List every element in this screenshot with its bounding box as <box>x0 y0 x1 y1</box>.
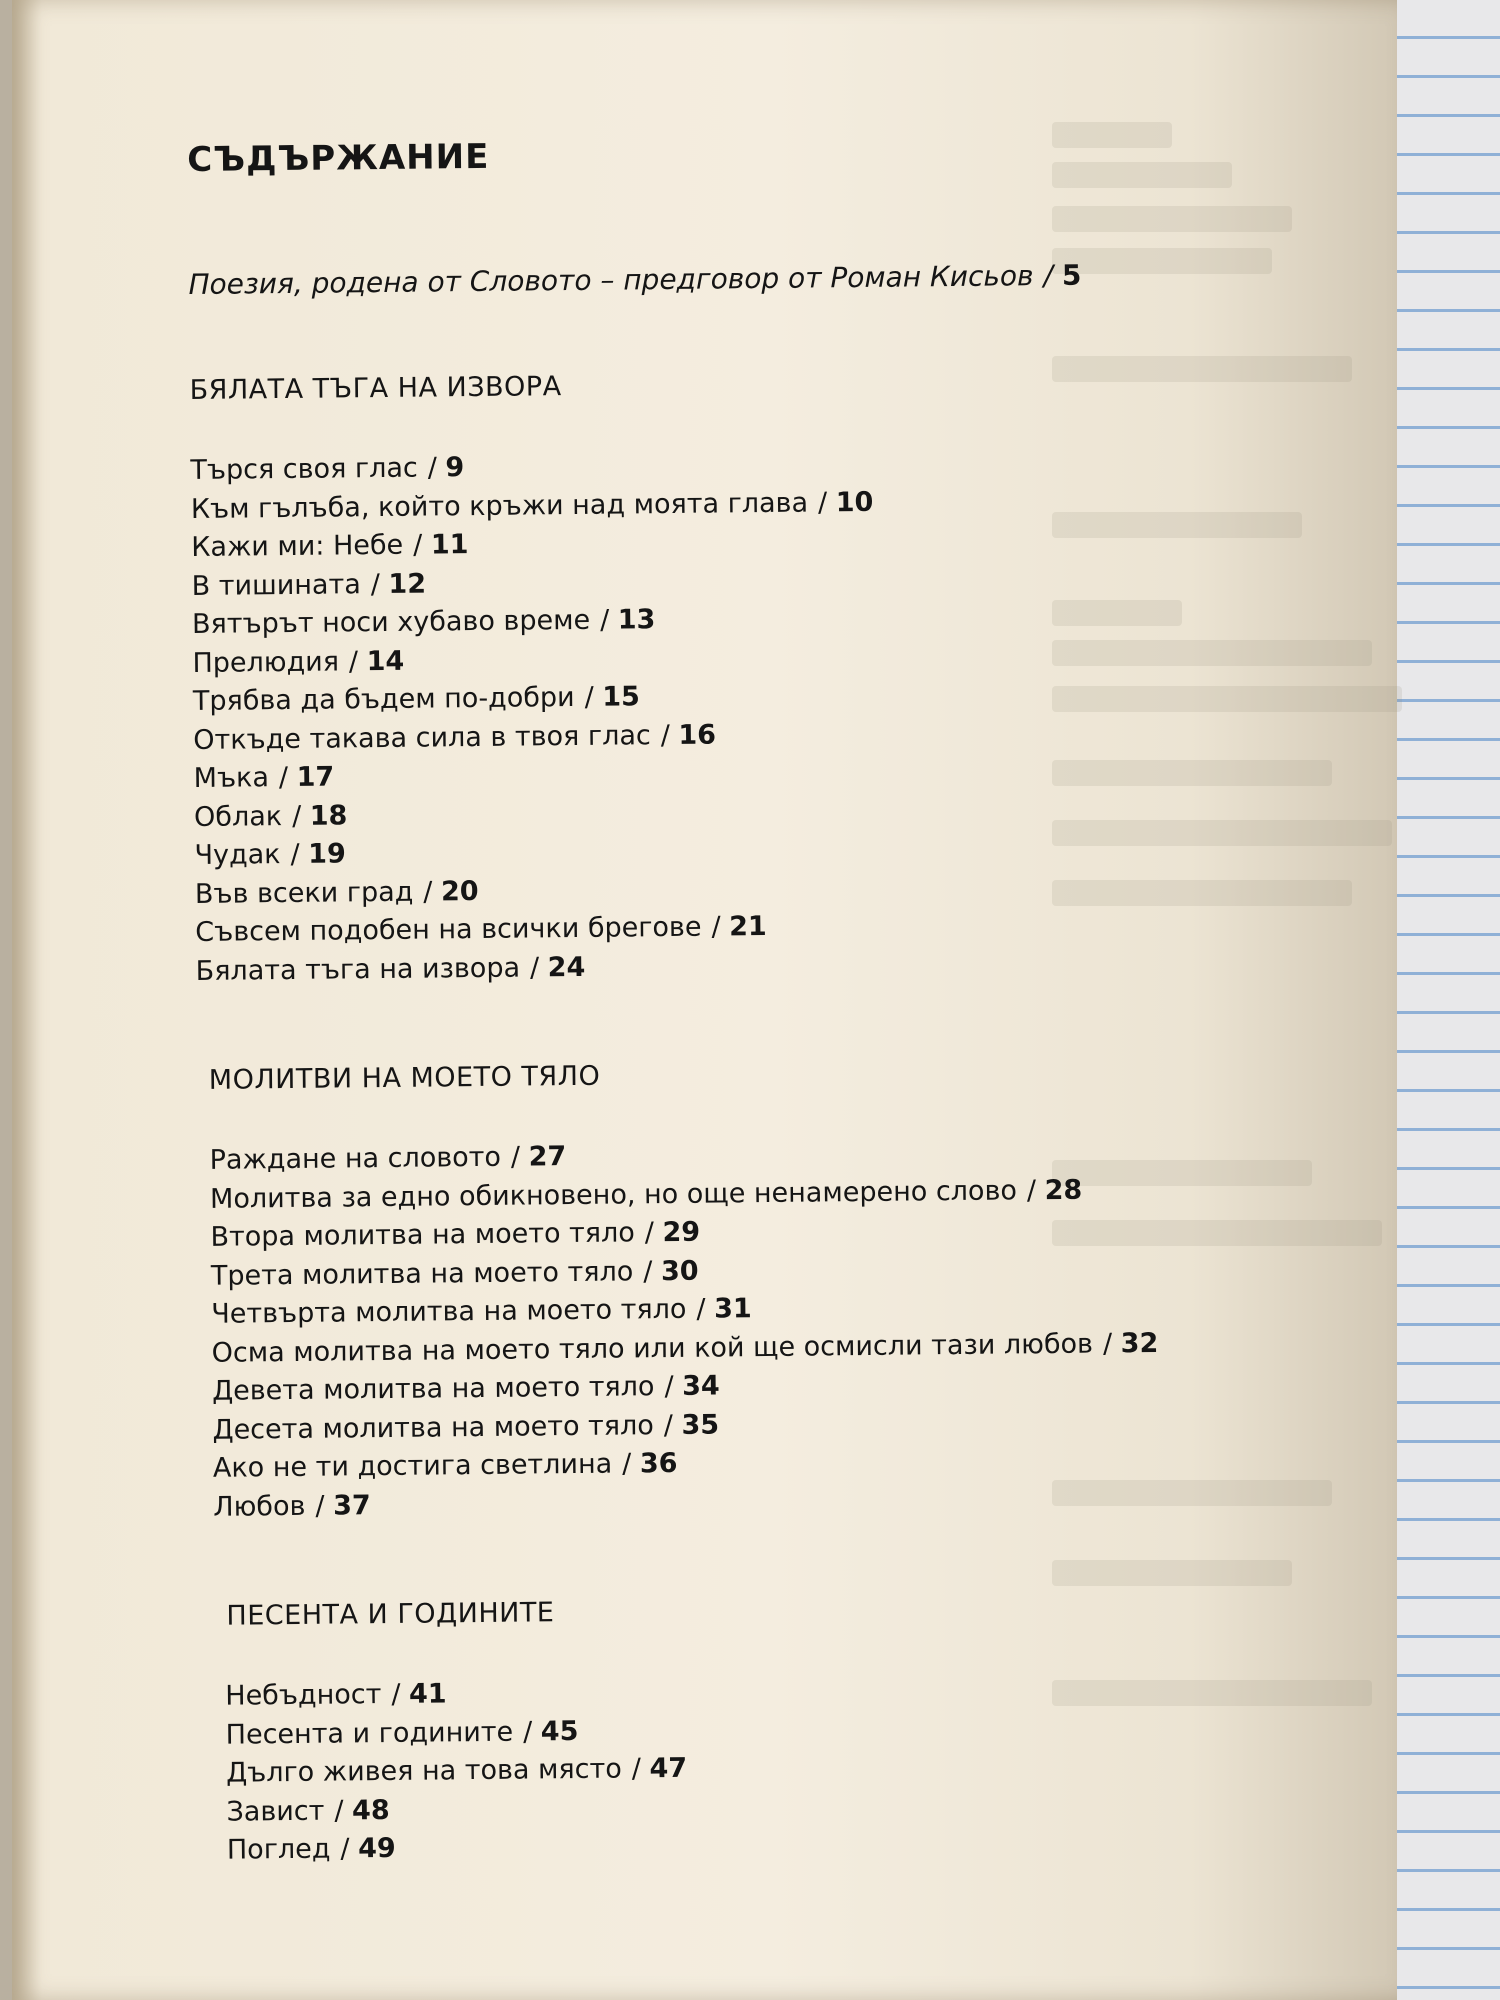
page-separator: / <box>711 911 730 943</box>
page-separator: / <box>599 604 618 636</box>
page-number: 18 <box>309 799 348 832</box>
page-separator: / <box>334 1794 353 1827</box>
entry-title: Ако не ти достига светлина <box>212 1448 613 1484</box>
entry-title: Трета молитва на моето тяло <box>210 1255 634 1292</box>
page-number: 13 <box>617 604 656 636</box>
page-number: 11 <box>430 529 469 561</box>
page-number: 32 <box>1120 1327 1159 1359</box>
page-separator: / <box>278 761 297 794</box>
page-number: 16 <box>678 718 717 751</box>
page-number: 19 <box>308 838 346 870</box>
page-separator: / <box>644 1217 663 1249</box>
page-number: 36 <box>639 1447 678 1480</box>
page-separator: / <box>643 1255 662 1287</box>
page-separator: / <box>584 681 603 713</box>
preface-entry <box>188 256 1368 301</box>
page-number: 20 <box>440 875 479 907</box>
page-number: 27 <box>528 1141 567 1173</box>
page-separator: / <box>529 951 548 983</box>
page-number: 29 <box>662 1216 701 1249</box>
page-separator: / <box>522 1715 542 1748</box>
page-separator: / <box>391 1678 410 1710</box>
page-separator: / <box>660 719 679 751</box>
page-number: 21 <box>729 910 767 943</box>
page-separator: / <box>663 1409 682 1441</box>
page-separator: / <box>664 1370 683 1403</box>
page-number: 45 <box>540 1715 579 1747</box>
page-number: 24 <box>547 951 586 983</box>
page-separator: / <box>348 645 367 677</box>
page-separator: / <box>423 875 442 908</box>
entry-title: Прелюдия <box>192 645 340 679</box>
page-number: 9 <box>445 452 465 484</box>
page-number: 5 <box>1061 258 1082 292</box>
page-separator: / <box>510 1141 529 1173</box>
entry-title: Съвсем подобен на всички брегове <box>195 911 702 948</box>
page-separator: / <box>370 568 389 600</box>
entry-title: Облак <box>193 800 283 833</box>
page-number: 48 <box>351 1794 390 1826</box>
entry-list <box>190 440 1376 991</box>
entry-title: Девета молитва на моето тяло <box>211 1371 655 1407</box>
notebook-background <box>1390 0 1500 2000</box>
entry-title: Поглед <box>226 1833 331 1866</box>
page-separator: / <box>696 1293 715 1325</box>
entry-title: Молитва за едно обикновено, но още ненамерено слово <box>209 1174 1018 1215</box>
entry-title: Раждане на словото <box>209 1141 502 1176</box>
page-separator: / <box>817 486 836 518</box>
page-separator: / <box>1102 1327 1121 1359</box>
page-separator: / <box>631 1753 650 1785</box>
page-separator: / <box>290 838 309 870</box>
entry-title: Откъде такава сила в твоя глас <box>193 719 651 756</box>
entry-title: Осма молитва на моето тяло или кой ще осмисли тази любов <box>211 1328 1094 1369</box>
entry-title: Втора молитва на моето тяло <box>210 1217 635 1253</box>
page-separator: / <box>315 1490 334 1522</box>
entry-title: Десета молитва на моето тяло <box>212 1409 654 1446</box>
entry-title: Кажи ми: Небе <box>191 529 404 563</box>
page-number: 41 <box>408 1678 447 1710</box>
page-separator: / <box>427 452 446 484</box>
entry-title: Бялата тъга на извора <box>195 952 521 987</box>
page-separator: / <box>291 800 310 832</box>
page-number: 10 <box>835 486 874 518</box>
page-number: 34 <box>682 1370 720 1402</box>
page-number: 49 <box>357 1832 396 1865</box>
section <box>197 1053 1382 1527</box>
page-number: 30 <box>660 1255 699 1287</box>
entry-title: Търся своя глас <box>190 452 418 486</box>
section <box>202 1589 1385 1871</box>
entry-title: Небъдност <box>225 1679 382 1712</box>
preface-title: Поезия, родена от Словото – предговор от Роман Кисьов <box>188 259 1034 301</box>
entry-title: В тишината <box>191 568 361 602</box>
entry-title: Трябва да бъдем по-добри <box>192 681 575 717</box>
page-number: 35 <box>681 1408 720 1441</box>
page-separator: / <box>340 1833 359 1865</box>
entry-list <box>209 1130 1381 1527</box>
page-number: 14 <box>366 645 405 677</box>
section-title: ПЕСЕНТА И ГОДИНИТЕ <box>226 1597 555 1632</box>
page-separator: / <box>622 1448 641 1480</box>
page-number: 17 <box>296 761 335 793</box>
section-title: БЯЛАТА ТЪГА НА ИЗВОРА <box>189 371 562 406</box>
entry-title: Четвърта молитва на моето тяло <box>211 1293 687 1330</box>
entry-title: Мъка <box>193 762 270 794</box>
entry-title: Във всеки град <box>194 876 414 910</box>
entry-title: Любов <box>213 1490 306 1523</box>
entry-title: Към гълъба, който кръжи над моята глава <box>190 487 809 525</box>
entry-list <box>225 1666 1385 1871</box>
page-separator: / <box>413 529 432 561</box>
entry-title: Вятърът носи хубаво време <box>191 604 591 640</box>
page-number: 28 <box>1044 1174 1083 1206</box>
page-number: 37 <box>332 1489 371 1522</box>
page-separator: / <box>1026 1174 1045 1206</box>
page-title: СЪДЪРЖАНИЕ <box>187 136 490 180</box>
page-number: 15 <box>602 681 641 713</box>
page-number: 31 <box>713 1293 752 1325</box>
table-of-contents <box>187 128 1385 1871</box>
page-number: 12 <box>388 568 427 600</box>
entry-title: Завист <box>226 1795 325 1828</box>
section-title: МОЛИТВИ НА МОЕТО ТЯЛО <box>208 1060 601 1096</box>
page-separator: / <box>1043 258 1063 293</box>
entry-title: Чудак <box>194 839 281 871</box>
section <box>189 363 1375 991</box>
book-page <box>12 0 1397 2000</box>
entry-title: Дълго живея на това място <box>225 1753 622 1789</box>
entry-title: Песента и годините <box>225 1716 514 1751</box>
page-number: 47 <box>649 1752 688 1785</box>
